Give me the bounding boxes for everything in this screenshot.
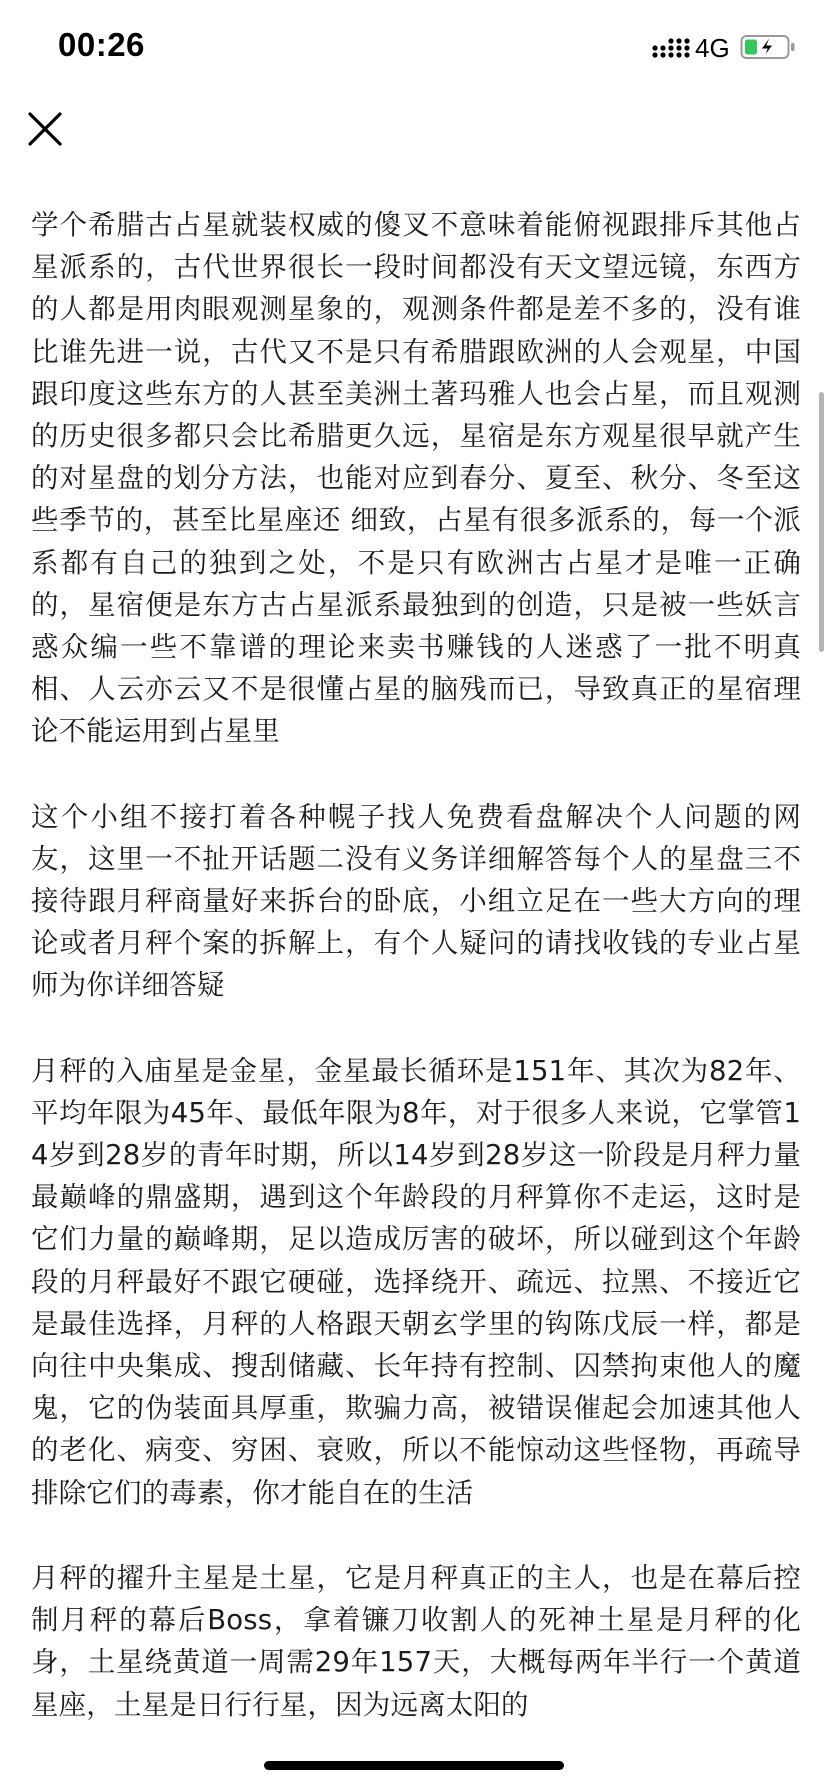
body-paragraph-3: 月秤的入庙星是金星，金星最长循环是151年、其次为82年、平均年限为45年、最低年限为8年，对于很多人来说，它掌管14岁到28岁的青年时期，所以14岁到28岁这一阶段是月秤力量最巅峰的鼎盛期，遇到这个年龄段的月秤算你不走运，这时是它们力量的巅峰期，足以造成厉害的破坏，所以碰到这个年龄段的月秤最好不跟它硬碰，选择绕开、疏远、拉黑、不接近它是最佳选择，月秤的人格跟天朝玄学里的钩陈戊辰一样，都是向往中央集成、搜刮储藏、长年持有控制、囚禁拘束他人的魔鬼，它的伪装面具厚重，欺骗力高，被错误催起会加速其他人的老化、病变、穷困、衰败，所以不能惊动这些怪物，再疏导排除它们的毒素，你才能自在的生活 (31, 1054, 801, 1509)
home-indicator[interactable] (264, 1761, 564, 1770)
close-icon (30, 114, 60, 144)
cellular-signal-icon (652, 34, 690, 60)
battery-charging-icon (740, 34, 796, 60)
post-body (31, 204, 801, 1769)
network-type-label: 4G (695, 33, 730, 63)
close-button[interactable] (22, 106, 68, 152)
body-paragraph-2: 这个小组不接打着各种幌子找人免费看盘解决个人问题的网友，这里一不扯开话题二没有义务详细解答每个人的星盘三不接待跟月秤商量好来拆台的卧底，小组立足在一些大方向的理论或者月秤个案的拆解上，有个人疑问的请找收钱的专业占星师为你详细答疑 (31, 800, 801, 1002)
body-paragraph-4: 月秤的擢升主星是土星，它是月秤真正的主人，也是在幕后控制月秤的幕后Boss，拿着镰刀收割人的死神土星是月秤的化身，土星绕黄道一周需29年157天，大概每两年半行一个黄道星座，土星是日行行星，因为远离太阳的 (31, 1561, 801, 1721)
body-paragraph-1: 学个希腊古占星就装权威的傻叉不意味着能俯视跟排斥其他占星派系的，古代世界很长一段时间都没有天文望远镜，东西方的人都是用肉眼观测星象的，观测条件都是差不多的，没有谁比谁先进一说，古代又不是只有希腊跟欧洲的人会观星，中国跟印度这些东方的人甚至美洲土著玛雅人也会占星，而且观测的历史很多都只会比希腊更久远，星宿是东方观星很早就产生的对星盘的划分方法，也能对应到春分、夏至、秋分、冬至这些季节的，甚至比星座还 细致，占星有很多派系的，每一个派系都有自己的独到之处，不是只有欧洲古占星才是唯一正确的，星宿便是东方古占星派系最独到的创造，只是被一些妖言惑众编一些不靠谱的理论来卖书赚钱的人迷惑了一批不明真相、人云亦云又不是很懂占星的脑残而已，导致真正的星宿理论不能运用到占星里 (31, 209, 801, 748)
vertical-scrollbar[interactable] (819, 392, 824, 652)
status-time: 00:26 (58, 26, 145, 63)
status-bar (0, 0, 828, 100)
